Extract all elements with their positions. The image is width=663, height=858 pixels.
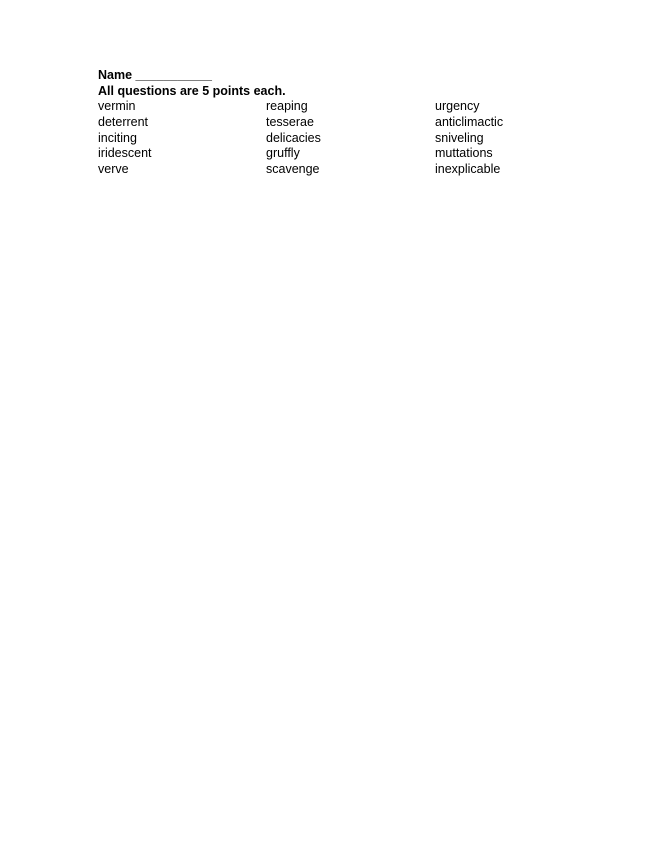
- vocabulary-word-grid: [98, 99, 618, 178]
- vocab-word: deterrent: [98, 114, 149, 129]
- name-line: Name ___________: [98, 68, 212, 82]
- vocab-word: reaping: [266, 99, 308, 113]
- vocab-word: tesserae: [266, 114, 314, 129]
- vocab-word: inciting: [98, 130, 137, 145]
- vocab-word: muttations: [435, 146, 493, 161]
- vocab-word: sniveling: [435, 130, 484, 145]
- vocab-word: gruffly: [266, 146, 300, 161]
- instructions: All questions are 5 points each.: [98, 83, 286, 98]
- vocab-word: scavenge: [266, 162, 320, 176]
- vocab-word: anticlimactic: [435, 114, 504, 129]
- vocab-word: vermin: [98, 99, 136, 113]
- vocab-word: iridescent: [98, 146, 152, 161]
- worksheet-header: [98, 68, 598, 99]
- vocab-word: inexplicable: [435, 162, 501, 176]
- vocab-word: verve: [98, 162, 129, 176]
- vocab-word: delicacies: [266, 130, 321, 145]
- vocab-word: urgency: [435, 99, 480, 113]
